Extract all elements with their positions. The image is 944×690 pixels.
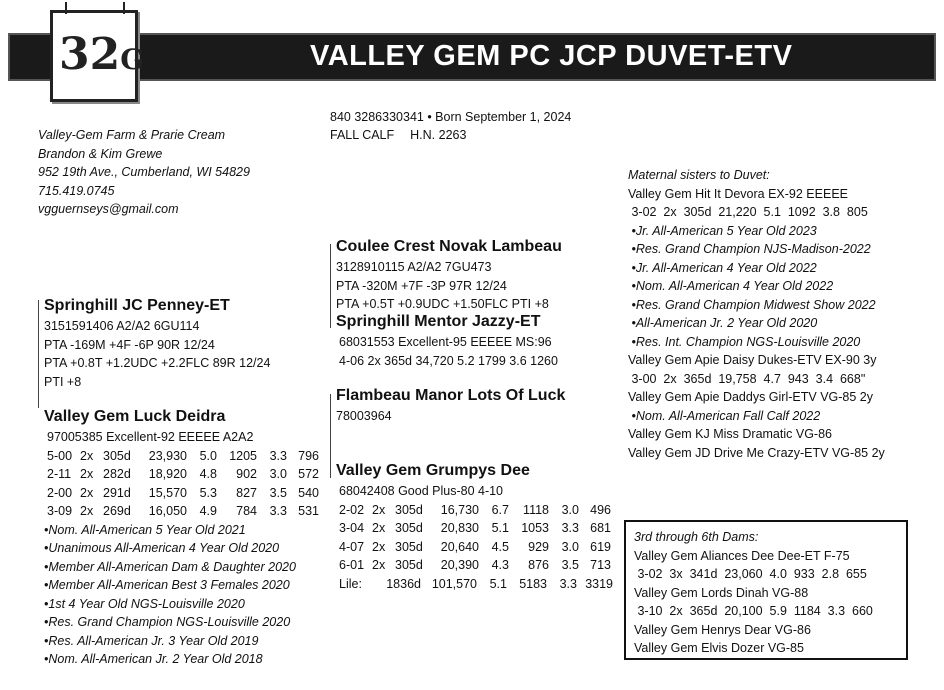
record-cell: 282d (103, 467, 131, 481)
sire-sire-bracket (330, 244, 331, 328)
dam-honor: •Member All-American Best 3 Females 2020 (44, 578, 290, 592)
sister-line: Valley Gem KJ Miss Dramatic VG-86 (628, 427, 832, 441)
dams-3-to-6-line: Valley Gem Henrys Dear VG-86 (634, 622, 811, 637)
sire-dam-line: 68031553 Excellent-95 EEEEE MS:96 (339, 335, 552, 349)
dam-dam-record-row (336, 501, 613, 520)
consignor-owners: Brandon & Kim Grewe (38, 146, 163, 161)
sire-sire-name: Coulee Crest Novak Lambeau (336, 238, 562, 255)
sister-honor: •Nom. All-American Fall Calf 2022 (628, 408, 821, 423)
lifetime-cell: 3.3 (559, 576, 577, 591)
page-title: VALLEY GEM PC JCP DUVET-ETV (310, 40, 793, 72)
sire-dam-line: 4-06 2x 365d 34,720 5.2 1799 3.6 1260 (339, 353, 558, 368)
maternal-sisters-list (628, 185, 885, 463)
dam-dam-records (336, 501, 613, 575)
record-cell: 1118 (523, 502, 549, 517)
sister-honor: •Res. Grand Champion NJS-Madison-2022 (628, 242, 871, 256)
dam-honors (44, 521, 319, 669)
record-cell: 291d (103, 485, 131, 500)
sister-honor: •Res. Int. Champion NGS-Louisville 2020 (628, 334, 861, 349)
record-cell: 2x (80, 467, 94, 481)
lot-number (59, 29, 144, 80)
record-cell: 1053 (521, 521, 549, 535)
dam-honor: •Res. Grand Champion NGS-Louisville 2020 (44, 615, 291, 629)
sister-line: 3-02 2x 305d 21,220 5.1 1092 3.8 805 (628, 205, 868, 219)
lifetime-cell: 5183 (519, 576, 547, 591)
record-cell: 3.5 (269, 485, 287, 500)
sister-line: Valley Gem JD Drive Me Crazy-ETV VG-85 2y (628, 445, 885, 460)
record-cell: 2x (80, 485, 94, 500)
sire-dam-block (336, 311, 558, 370)
record-cell: 305d (395, 539, 423, 554)
record-cell: 876 (528, 558, 549, 572)
dam-record-row (44, 447, 319, 466)
dam-id-line: 97005385 Excellent-92 EEEEE A2A2 (47, 430, 254, 444)
sire-line: PTA -169M +4F -6P 90R 12/24 (44, 337, 215, 352)
record-cell: 2x (80, 504, 94, 518)
dams-3-to-6-line: Valley Gem Aliances Dee Dee-ET F-75 (634, 548, 850, 563)
dam-sire-bracket (330, 394, 331, 478)
record-cell: 2x (372, 521, 386, 535)
record-cell: 3.0 (269, 467, 287, 481)
hanger-left (65, 2, 67, 14)
dam-dam-record-row (336, 519, 613, 538)
sire-dam-name: Springhill Mentor Jazzy-ET (336, 313, 541, 330)
dam-honor: •Unanimous All-American 4 Year Old 2020 (44, 541, 280, 555)
dams-3-to-6-box (624, 520, 908, 660)
maternal-sisters-heading: Maternal sisters to Duvet: (628, 168, 770, 182)
dams-3-to-6-line: 3-10 2x 365d 20,100 5.9 1184 3.3 660 (634, 604, 873, 618)
herd-number: H.N. 2263 (410, 128, 467, 142)
record-cell: 827 (236, 485, 257, 500)
sister-honor: •Nom. All-American 4 Year Old 2022 (628, 279, 834, 293)
record-cell: 3.3 (269, 448, 287, 463)
record-cell: 18,920 (148, 467, 187, 481)
record-cell: 4.8 (199, 467, 217, 481)
record-cell: 6-01 (339, 558, 365, 572)
record-cell: 1205 (229, 448, 257, 463)
lifetime-cell: 3319 (585, 576, 613, 591)
class-label: FALL CALF (330, 128, 395, 142)
dams-3-to-6-line: Valley Gem Lords Dinah VG-88 (634, 585, 809, 600)
dam-records (44, 447, 319, 521)
record-cell: 681 (590, 521, 611, 535)
dams-3-to-6-list (634, 547, 873, 658)
sire-sire-line: PTA +0.5T +0.9UDC +1.50FLC PTI +8 (336, 297, 549, 311)
record-cell: 2-00 (47, 485, 73, 500)
record-cell: 15,570 (148, 485, 187, 500)
record-cell: 3.5 (561, 558, 579, 572)
sire-sire-line: 3128910115 A2/A2 7GU473 (336, 260, 492, 274)
record-cell: 2x (372, 539, 386, 554)
record-cell: 305d (395, 521, 423, 535)
dam-dam-record-row (336, 538, 613, 557)
lifetime-cell: 101,570 (431, 576, 477, 591)
record-cell: 3.3 (561, 521, 579, 535)
sire-line: PTI +8 (44, 374, 82, 389)
record-cell: 20,640 (440, 539, 479, 554)
consignor-address: 952 19th Ave., Cumberland, WI 54829 (38, 165, 250, 179)
record-cell: 713 (590, 558, 611, 572)
dam-dam-record-row (336, 556, 613, 575)
record-cell: 3.0 (561, 502, 579, 517)
record-cell: 3-04 (339, 521, 365, 535)
record-cell: 16,050 (148, 504, 187, 518)
record-cell: 929 (528, 539, 549, 554)
record-cell: 3-09 (47, 504, 73, 518)
consignor-farm: Valley-Gem Farm & Prarie Cream (38, 128, 226, 142)
record-cell: 572 (298, 467, 319, 481)
consignor-block (38, 126, 250, 219)
record-cell: 305d (103, 448, 131, 463)
record-cell: 5.0 (199, 448, 217, 463)
dam-name: Valley Gem Luck Deidra (44, 408, 226, 425)
dam-honor: •Member All-American Dam & Daughter 2020 (44, 559, 296, 574)
record-cell: 20,390 (440, 558, 479, 572)
maternal-sisters-block (628, 166, 885, 462)
lifetime-row (336, 575, 613, 594)
record-cell: 16,730 (440, 502, 479, 517)
registration-line: 840 3286330341 • Born September 1, 2024 (330, 110, 572, 124)
consignor-phone: 715.419.0745 (38, 183, 115, 198)
record-cell: 4.9 (199, 504, 217, 518)
record-cell: 4.3 (491, 558, 509, 572)
hanger-right (123, 2, 125, 14)
dam-honor: •Nom. All-American Jr. 2 Year Old 2018 (44, 652, 263, 666)
sire-line: 3151591406 A2/A2 6GU114 (44, 319, 200, 333)
sire-bracket (38, 300, 39, 408)
record-cell: 305d (395, 558, 423, 572)
sister-line: Valley Gem Apie Daisy Dukes-ETV EX-90 3y (628, 353, 877, 367)
record-cell: 531 (298, 504, 319, 518)
dams-3-to-6-line: 3-02 3x 341d 23,060 4.0 933 2.8 655 (634, 567, 867, 581)
record-cell: 2-11 (47, 467, 72, 481)
record-cell: 3.0 (561, 539, 579, 554)
dam-dam-name: Valley Gem Grumpys Dee (336, 462, 530, 479)
dam-record-row (44, 502, 319, 521)
sister-line: Valley Gem Apie Daddys Girl-ETV VG-85 2y (628, 390, 873, 404)
dam-sire-line: 78003964 (336, 409, 392, 423)
lot-number-box (50, 10, 145, 102)
sister-honor: •All-American Jr. 2 Year Old 2020 (628, 316, 818, 330)
dam-sire-block (336, 385, 565, 426)
lifetime-cell: 1836d (386, 576, 421, 591)
dam-record-row (44, 484, 319, 503)
lot-number-digits: 32 (59, 29, 121, 80)
record-cell: 784 (236, 504, 257, 518)
record-cell: 6.7 (491, 502, 509, 517)
record-cell: 540 (298, 485, 319, 500)
consignor-email: vgguernseys@gmail.com (38, 202, 179, 216)
record-cell: 4.5 (491, 539, 509, 554)
record-cell: 305d (395, 502, 423, 517)
sire-name: Springhill JC Penney-ET (44, 297, 230, 314)
lifetime-cell: 5.1 (489, 576, 507, 591)
record-cell: 5.1 (491, 521, 509, 535)
dam-record-row (44, 465, 319, 484)
dam-dam-block (336, 460, 613, 593)
sister-line: Valley Gem Hit It Devora EX-92 EEEEE (628, 186, 848, 201)
record-cell: 269d (103, 504, 131, 518)
dam-honor: •Nom. All-American 5 Year Old 2021 (44, 522, 246, 537)
sire-sire-block (336, 236, 562, 314)
dam-honor: •1st 4 Year Old NGS-Louisville 2020 (44, 596, 245, 611)
record-cell: 902 (236, 467, 257, 481)
record-cell: 2x (372, 502, 386, 517)
dam-dam-id-line: 68042408 Good Plus-80 4-10 (339, 484, 504, 498)
record-cell: 5.3 (199, 485, 217, 500)
dam-dam-lifetime (336, 575, 613, 594)
record-cell: 496 (590, 502, 611, 517)
record-cell: 5-00 (47, 448, 73, 463)
sister-honor: •Jr. All-American 5 Year Old 2023 (628, 223, 817, 238)
record-cell: 4-07 (339, 539, 365, 554)
record-cell: 619 (590, 539, 611, 554)
record-cell: 2-02 (339, 502, 365, 517)
sister-honor: •Res. Grand Champion Midwest Show 2022 (628, 297, 876, 312)
sister-honor: •Jr. All-American 4 Year Old 2022 (628, 260, 817, 275)
dams-3-to-6-heading: 3rd through 6th Dams: (634, 530, 759, 544)
dams-3-to-6-line: Valley Gem Elvis Dozer VG-85 (634, 641, 804, 655)
dam-honor: •Res. All-American Jr. 3 Year Old 2019 (44, 633, 259, 648)
record-cell: 20,830 (440, 521, 479, 535)
record-cell: 2x (372, 558, 386, 572)
sire-sire-line: PTA -320M +7F -3P 97R 12/24 (336, 278, 507, 293)
sister-line: 3-00 2x 365d 19,758 4.7 943 3.4 668" (628, 371, 866, 386)
title-banner (8, 33, 936, 81)
record-cell: 796 (298, 448, 319, 463)
record-cell: 3.3 (269, 504, 287, 518)
sire-line: PTA +0.8T +1.2UDC +2.2FLC 89R 12/24 (44, 356, 271, 370)
sire-block (44, 295, 270, 391)
dam-sire-name: Flambeau Manor Lots Of Luck (336, 387, 566, 404)
lifetime-cell: Lile: (339, 576, 362, 591)
record-cell: 2x (80, 448, 94, 463)
fall-calf-line (330, 126, 466, 145)
dam-block (44, 406, 319, 669)
lot-number-suffix: G (120, 43, 145, 76)
record-cell: 23,930 (148, 448, 187, 463)
